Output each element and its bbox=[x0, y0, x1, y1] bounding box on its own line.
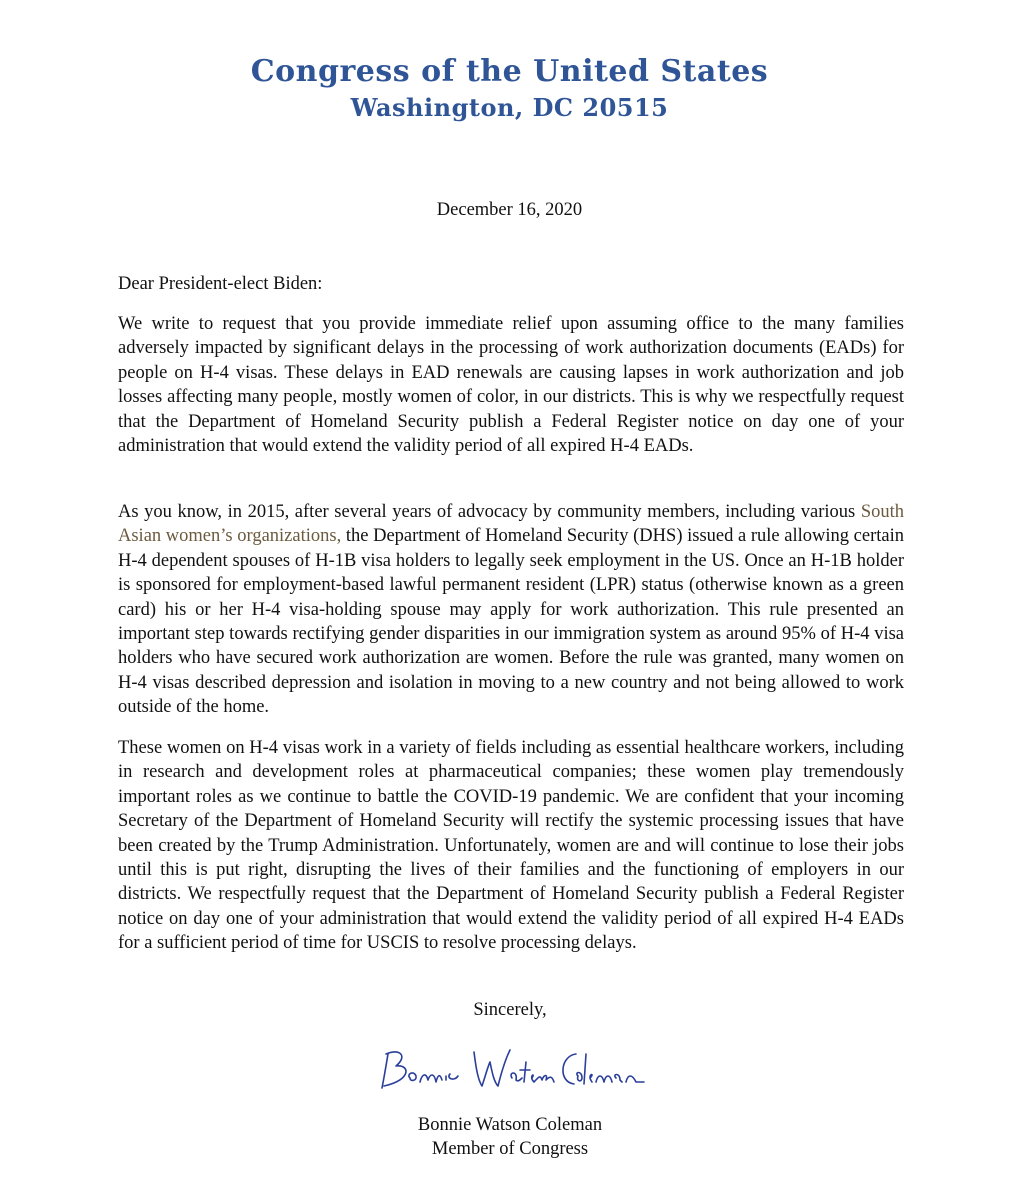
paragraph-2 bbox=[118, 500, 904, 720]
letterhead bbox=[0, 52, 1019, 124]
signer-title: Member of Congress bbox=[431, 1139, 589, 1159]
signer-name: Bonnie Watson Coleman bbox=[417, 1115, 603, 1135]
signer-block bbox=[380, 1113, 640, 1161]
letterhead-address: Washington, DC 20515 bbox=[350, 93, 669, 122]
letter-date: December 16, 2020 bbox=[436, 200, 583, 220]
salutation: Dear President-elect Biden: bbox=[118, 274, 323, 294]
paragraph-2-part-b: the Department of Homeland Security (DHS) issued a rule allowing certain H-4 dependent spouses of H-1B visa holders to legally seek employment in the US. Once an H-1B holder is sponsored for employment-based lawful permanent resident (LPR) status (otherwise known as a green card) his or her H-4 visa-holding spouse may apply for work authorization. This rule presented an important step towards rectifying gender disparities in our immigration system as around 95% of H-4 visa holders who have secured work authorization are women. Before the rule was granted, many women on H-4 visas described depression and isolation in moving to a new country and not being allowed to work outside of the home. bbox=[118, 526, 904, 718]
paragraph-1: We write to request that you provide immediate relief upon assuming office to the many families adversely impacted by significant delays in the processing of work authorization documents (EADs) for people on H-4 visas. These delays in EAD renewals are causing lapses in work authorization and job losses affecting many people, mostly women of color, in our districts. This is why we respectfully request that the Department of Homeland Security publish a Federal Register notice on day one of your administration that would extend the validity period of all expired H-4 EADs. bbox=[118, 314, 904, 457]
letterhead-title: Congress of the United States bbox=[250, 54, 769, 89]
paragraph-2-part-a: As you know, in 2015, after several years of advocacy by community members, including various bbox=[118, 502, 861, 522]
paragraph-3: These women on H-4 visas work in a variety of fields including as essential healthcare workers, including in research and development roles at pharmaceutical companies; these women play tremendously important roles as we continue to battle the COVID-19 pandemic. We are confident that your incoming Secretary of the Department of Homeland Security will rectify the systemic processing issues that have been created by the Trump Administration. Unfortunately, women are and will continue to lose their jobs until this is put right, disrupting the lives of their families and the functioning of employers in our districts. We respectfully request that the Department of Homeland Security publish a Federal Register notice on day one of your administration that would extend the validity period of all expired H-4 EADs for a sufficient period of time for USCIS to resolve processing delays. bbox=[118, 738, 904, 954]
paragraph-2-highlight: South Asian women’s organizations, bbox=[118, 502, 904, 547]
signature-image bbox=[370, 1040, 650, 1100]
closing: Sincerely, bbox=[473, 1000, 547, 1020]
